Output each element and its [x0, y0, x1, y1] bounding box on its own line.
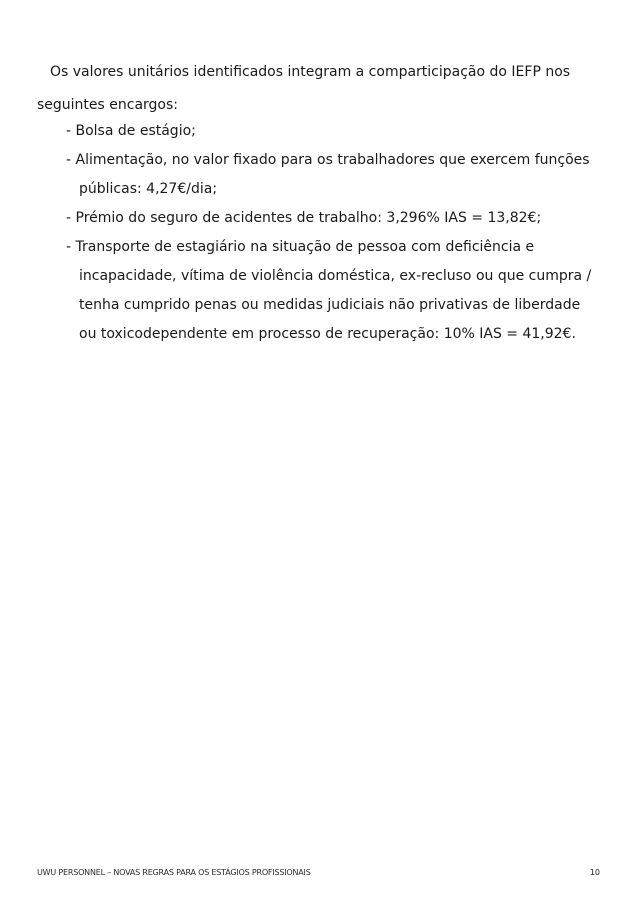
list-item-seguro: - Prémio do seguro de acidentes de trabalho: 3,296% IAS = 13,82€; — [66, 210, 542, 226]
intro-paragraph: Os valores unitários identificados integram a comparticipação do IEFP nos seguintes encargos: — [37, 64, 571, 113]
page-number: 10 — [589, 868, 600, 877]
encargos-list — [66, 117, 602, 349]
footer-title: UWU PERSONNEL – NOVAS REGRAS PARA OS ESTÁGIOS PROFISSIONAIS — [37, 868, 311, 877]
list-item-transporte: - Transporte de estagiário na situação de pessoa com deficiência e incapacidade, vítima de violência doméstica, ex-recluso ou que cumpra / tenha cumprido penas ou medidas judiciais não privativas de liberdade ou toxicodependente em processo de recuperação: 10% IAS = 41,92€. — [66, 239, 592, 342]
list-item-alimentacao: - Alimentação, no valor fixado para os trabalhadores que exercem funções públicas: 4,27€/dia; — [66, 152, 590, 197]
list-item-bolsa: - Bolsa de estágio; — [66, 123, 196, 139]
